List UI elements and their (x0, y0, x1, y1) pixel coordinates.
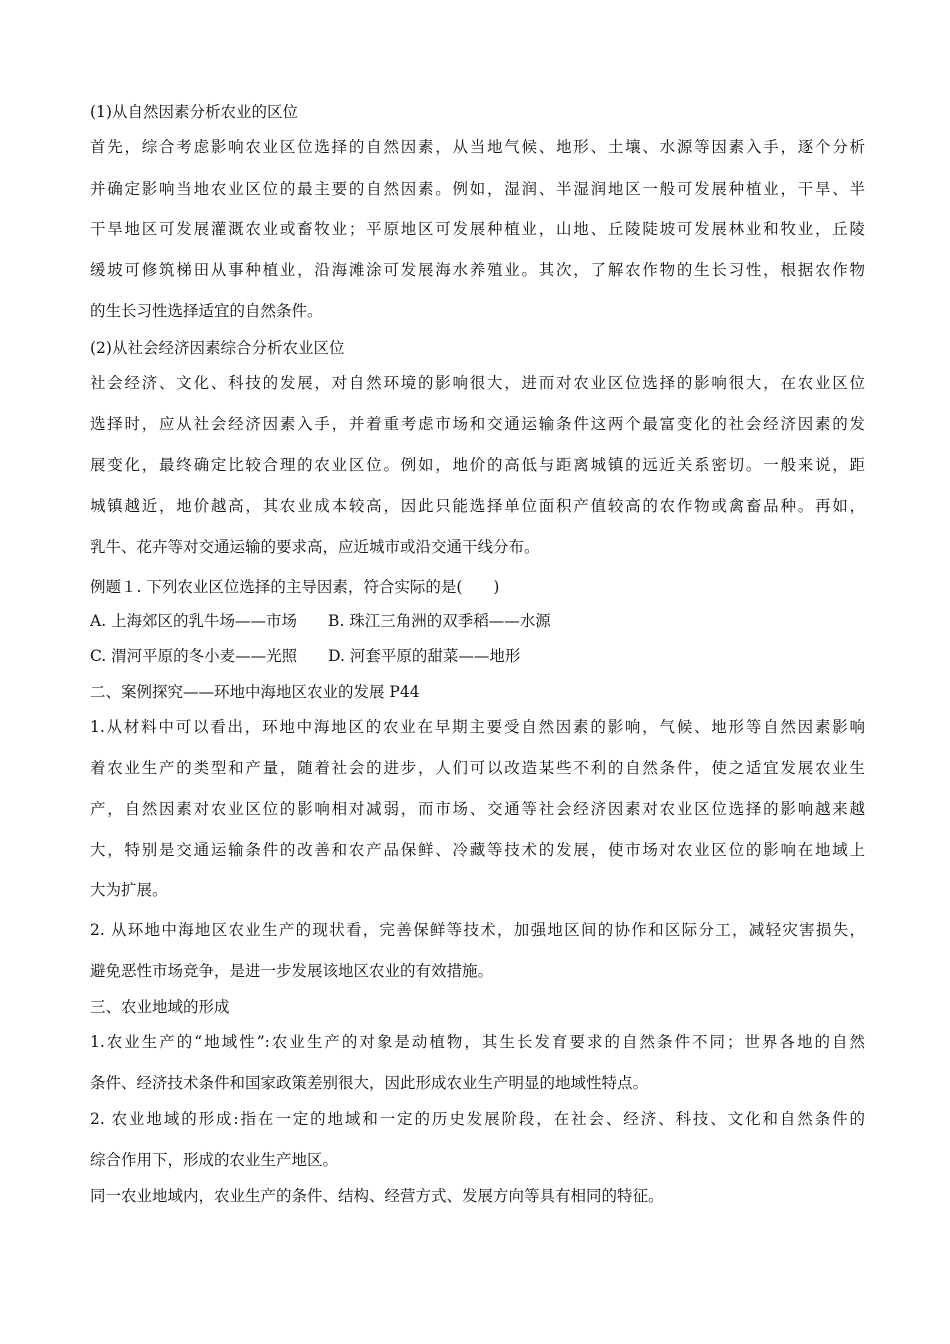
answer-options-ab: A. 上海郊区的乳牛场——市场 B. 珠江三角洲的双季稻——水源 (90, 612, 551, 630)
paragraph-line: 缓坡可修筑梯田从事种植业，沿海滩涂可发展海水养殖业。其次，了解农作物的生长习性，根据农作物 (90, 261, 865, 279)
answer-options-cd: C. 渭河平原的冬小麦——光照 D. 河套平原的甜菜——地形 (90, 647, 521, 665)
paragraph-line: 避免恶性市场竞争，是进一步发展该地区农业的有效措施。 (90, 962, 494, 980)
section-heading-agricultural-region: 三、农业地域的形成 (90, 998, 230, 1016)
paragraph-line: 着农业生产的类型和产量，随着社会的进步，人们可以改造某些不利的自然条件，使之适宜发展农业生 (90, 759, 865, 777)
paragraph-line: 并确定影响当地农业区位的最主要的自然因素。例如，湿润、半湿润地区一般可发展种植业，干旱、半 (90, 180, 865, 198)
paragraph-line: 大，特别是交通运输条件的改善和农产品保鲜、冷藏等技术的发展，使市场对农业区位的影响在地域上 (90, 841, 865, 859)
paragraph-line: 1.从材料中可以看出，环地中海地区的农业在早期主要受自然因素的影响，气候、地形等自然因素影响 (90, 718, 865, 736)
paragraph-line: 综合作用下，形成的农业生产地区。 (90, 1151, 339, 1169)
heading-natural-factors: (1)从自然因素分析农业的区位 (90, 103, 298, 121)
paragraph-line: 条件、经济技术条件和国家政策差别很大，因此形成农业生产明显的地域性特点。 (90, 1074, 649, 1092)
paragraph-line: 展变化，最终确定比较合理的农业区位。例如，地价的高低与距离城镇的远近关系密切。一般来说，距 (90, 456, 865, 474)
paragraph-line: 首先，综合考虑影响农业区位选择的自然因素，从当地气候、地形、土壤、水源等因素入手，逐个分析 (90, 138, 865, 156)
paragraph-line: 同一农业地域内，农业生产的条件、结构、经营方式、发展方向等具有相同的特征。 (90, 1187, 664, 1205)
paragraph-line: 乳牛、花卉等对交通运输的要求高，应近城市或沿交通干线分布。 (90, 538, 540, 556)
paragraph-line: 大为扩展。 (90, 881, 168, 899)
heading-socioeconomic-factors: (2)从社会经济因素综合分析农业区位 (90, 339, 345, 357)
paragraph-line: 2. 从环地中海地区农业生产的现状看，完善保鲜等技术，加强地区间的协作和区际分工，减轻灾害损失， (90, 921, 865, 939)
paragraph-line: 1.农业生产的“地域性”:农业生产的对象是动植物，其生长发育要求的自然条件不同；世界各地的自然 (90, 1033, 865, 1051)
example-question: 例题１. 下列农业区位选择的主导因素，符合实际的是( ) (90, 578, 500, 596)
section-heading-case-study: 二、案例探究——环地中海地区农业的发展 P44 (90, 683, 420, 701)
paragraph-line: 干旱地区可发展灌溉农业或畜牧业；平原地区可发展种植业，山地、丘陵陡坡可发展林业和牧业，丘陵 (90, 220, 865, 238)
paragraph-line: 社会经济、文化、科技的发展，对自然环境的影响很大，进而对农业区位选择的影响很大，在农业区位 (90, 374, 865, 392)
paragraph-line: 2. 农业地域的形成:指在一定的地域和一定的历史发展阶段，在社会、经济、科技、文化和自然条件的 (90, 1110, 865, 1128)
paragraph-line: 的生长习性选择适宜的自然条件。 (90, 302, 323, 320)
paragraph-line: 产，自然因素对农业区位的影响相对减弱，而市场、交通等社会经济因素对农业区位选择的影响越来越 (90, 800, 865, 818)
paragraph-line: 城镇越近，地价越高，其农业成本较高，因此只能选择单位面积产值较高的农作物或禽畜品种。再如， (90, 497, 865, 515)
paragraph-line: 选择时，应从社会经济因素入手，并着重考虑市场和交通运输条件这两个最富变化的社会经济因素的发 (90, 415, 865, 433)
